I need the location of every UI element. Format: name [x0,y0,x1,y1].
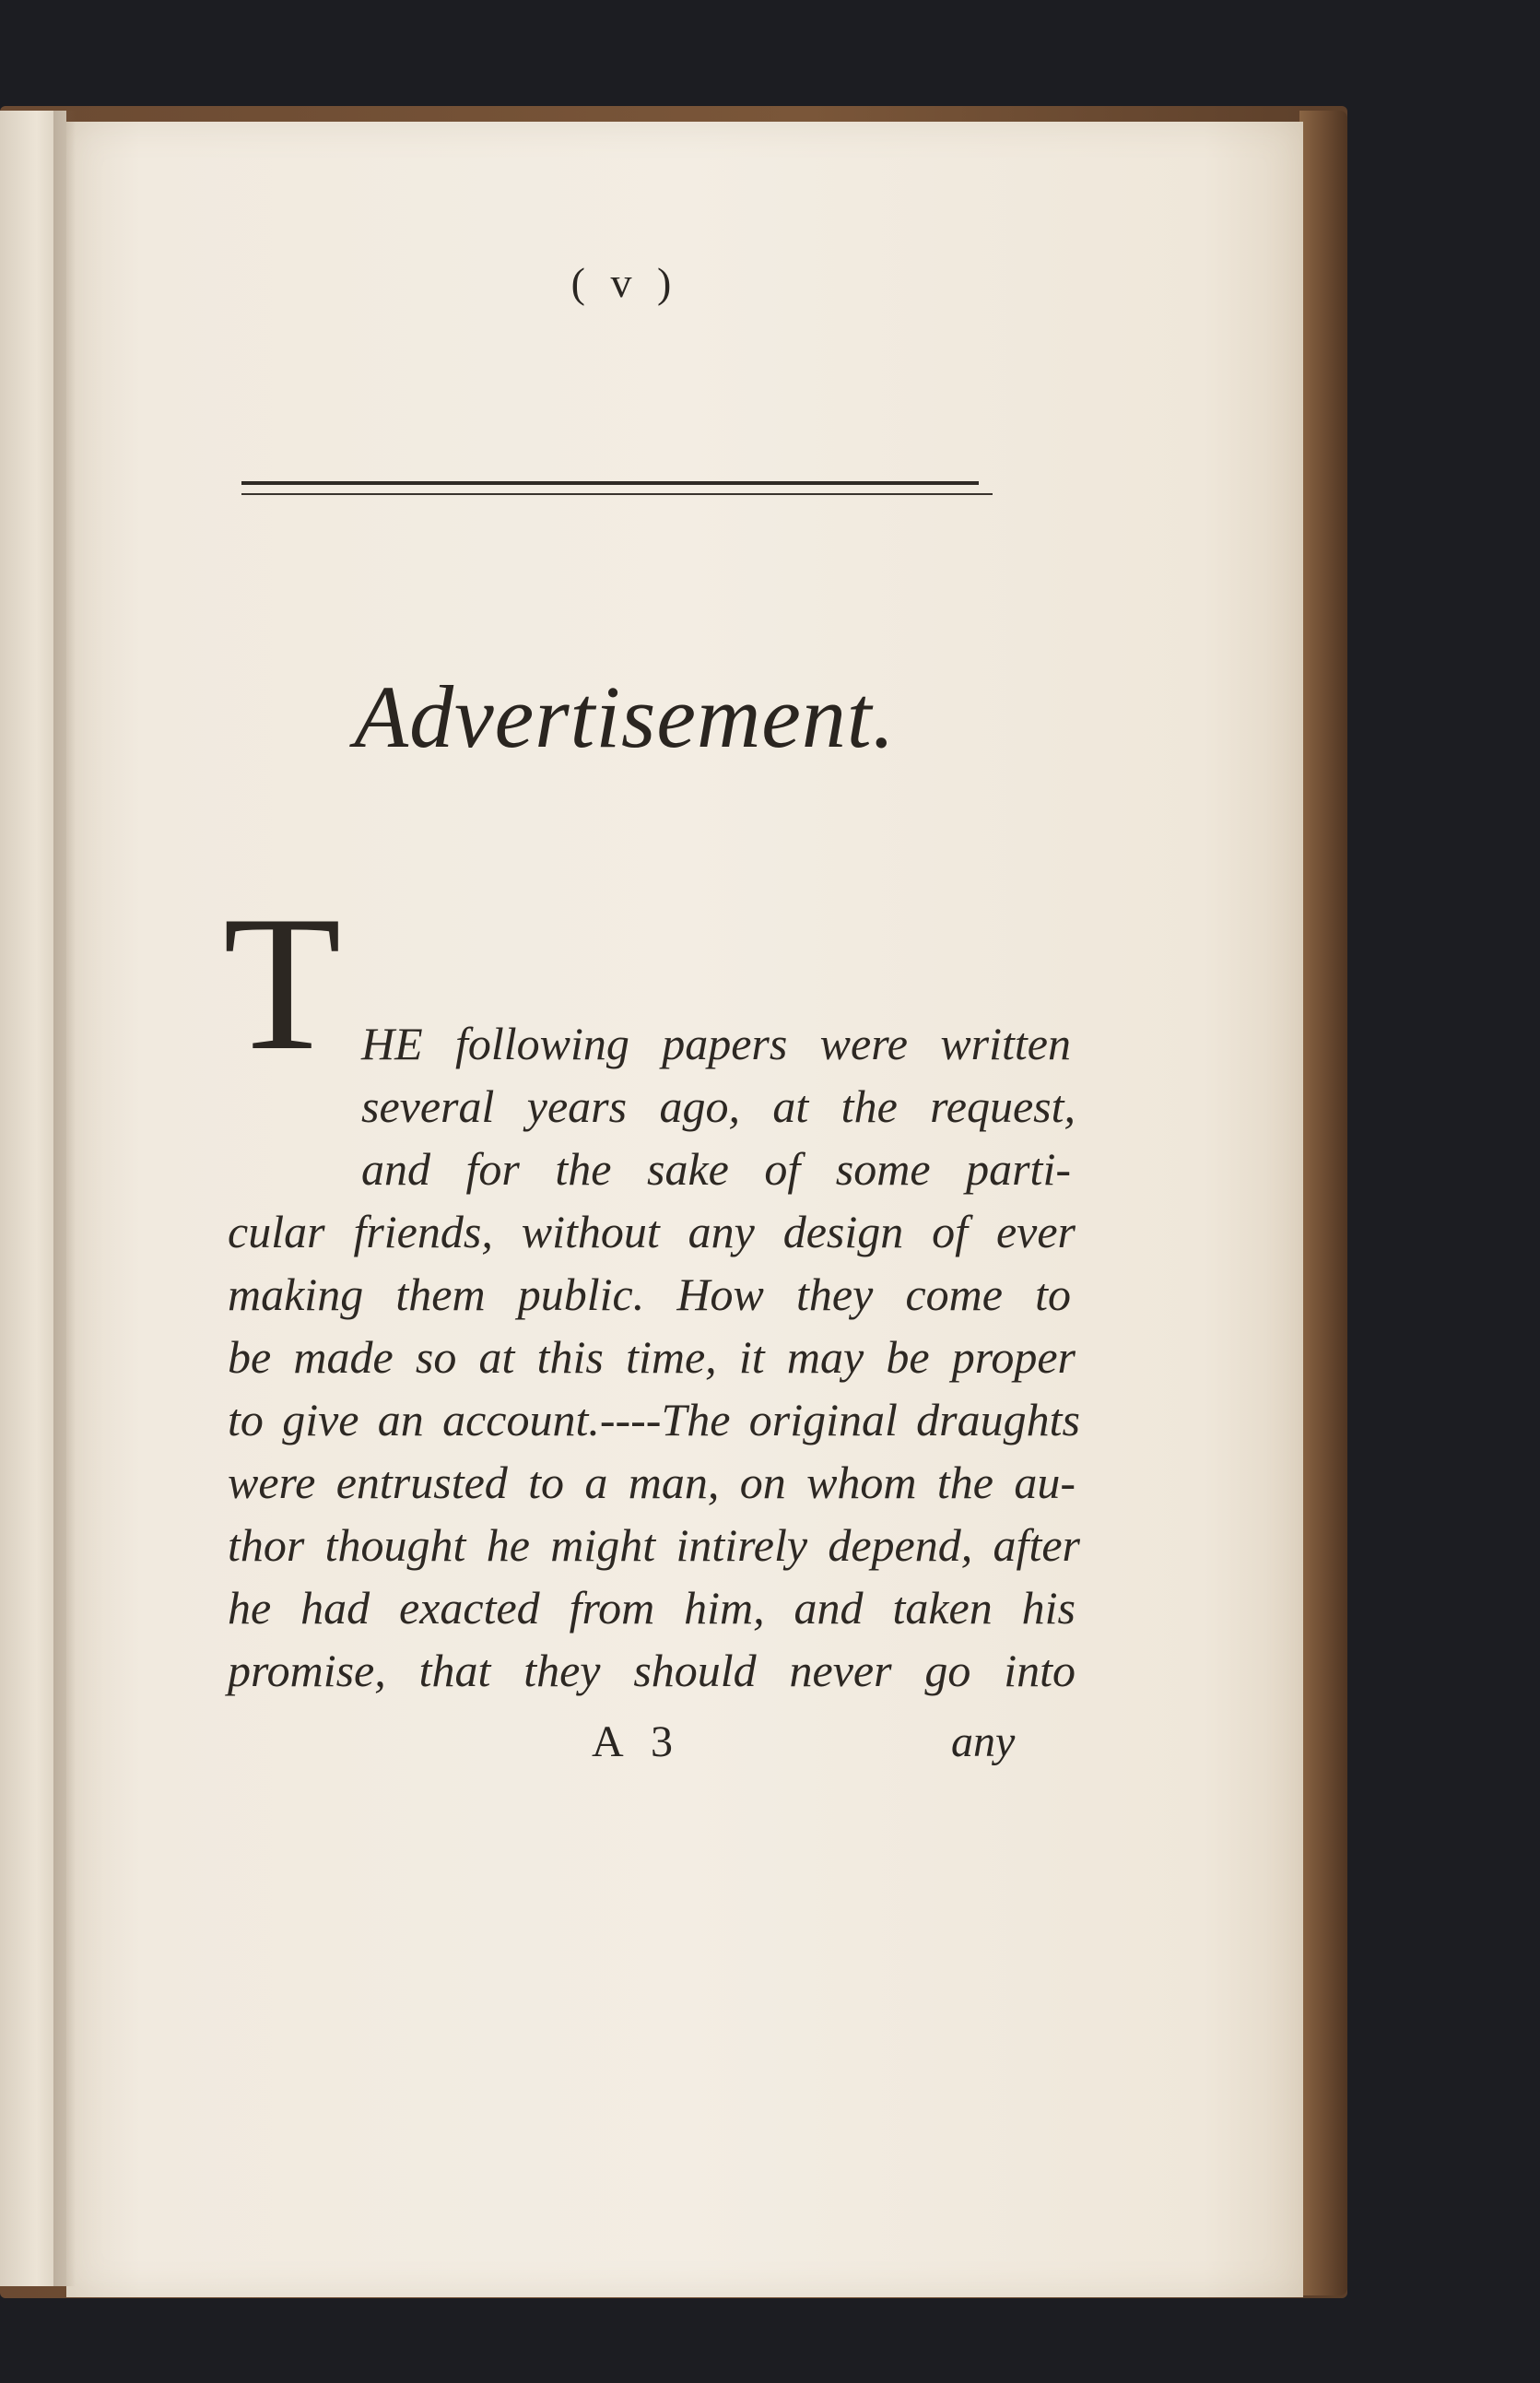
text-line-7: to give an account.----The original draughts [228,1394,1080,1445]
text-line-2: several years ago, at the request, [361,1080,1076,1132]
text-line-9: thor thought he might intirely depend, after [228,1519,1080,1571]
page-content [66,122,1303,2297]
catchword: any [951,1717,1016,1766]
page-number: ( v ) [570,259,679,306]
text-line-10: he had exacted from him, and taken his [228,1582,1076,1634]
text-line-5: making them public. How they come to [228,1268,1071,1320]
text-line-8: were entrusted to a man, on whom the au- [228,1457,1076,1508]
drop-cap: T [223,877,342,1091]
header-rule-thick [241,481,979,485]
page-heading: Advertisement. [354,667,896,766]
book-cover-fore-edge [1299,111,1347,2295]
text-line-1: HE following papers were written [361,1018,1071,1069]
text-line-4: cular friends, without any design of ever [228,1206,1076,1257]
text-line-3: and for the sake of some parti- [361,1143,1071,1195]
text-line-6: be made so at this time, it may be proper [228,1331,1076,1383]
header-rule-thin [241,493,993,495]
right-page [66,122,1303,2297]
text-line-11: promise, that they should never go into [228,1645,1076,1696]
page-gutter-shadow [53,111,76,2286]
signature-mark: A 3 [592,1717,683,1766]
